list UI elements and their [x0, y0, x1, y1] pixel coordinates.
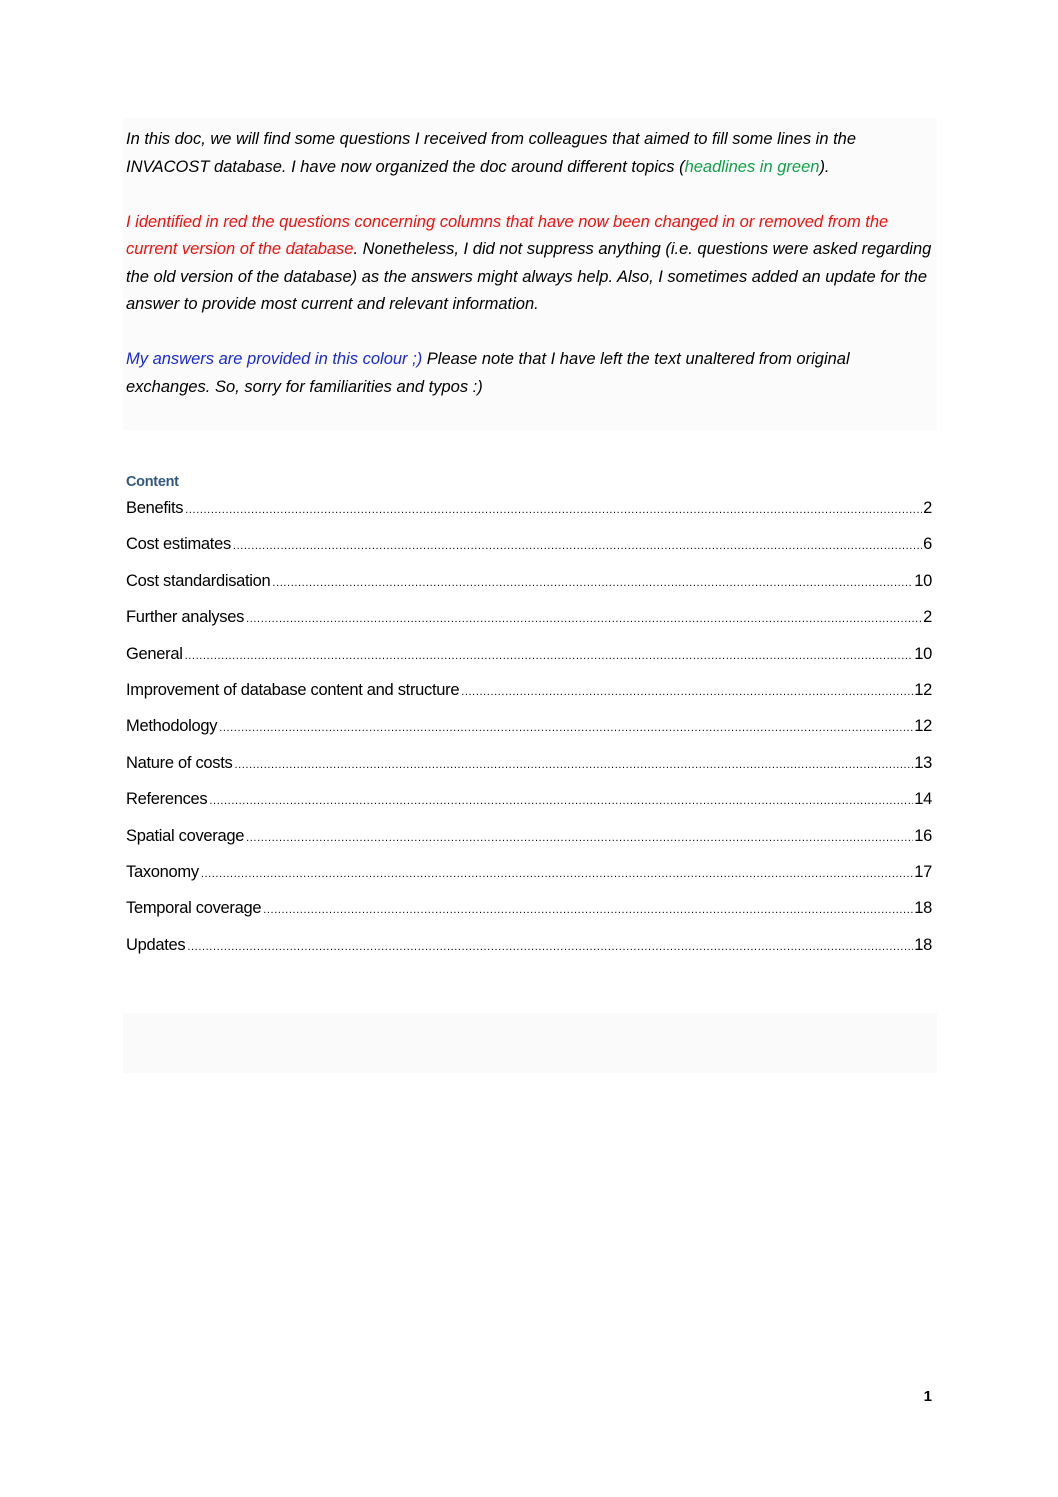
intro-text	[126, 126, 934, 429]
toc-entry-page[interactable]: 14	[914, 790, 932, 809]
toc-entry-label[interactable]: General	[126, 644, 183, 663]
toc-dot-leader	[219, 722, 913, 734]
toc-entry-label[interactable]: Temporal coverage	[126, 899, 262, 918]
toc-entry-page[interactable]: 18	[914, 899, 932, 918]
intro-paragraph-2	[126, 209, 934, 319]
toc-dot-leader	[201, 868, 913, 880]
toc-dot-leader	[272, 577, 913, 589]
toc-entry-label[interactable]: Taxonomy	[126, 862, 199, 881]
toc-entry[interactable]	[126, 790, 932, 826]
toc-entry-page[interactable]: 12	[914, 717, 932, 736]
toc-entry[interactable]	[126, 863, 932, 899]
toc-entry[interactable]	[126, 899, 932, 935]
toc-entry-page[interactable]: 13	[914, 753, 932, 772]
intro-p2-red-text: I identified in red the questions concerning columns that have now been changed in or removed from the current version of the database	[126, 212, 889, 258]
toc-dot-leader	[234, 759, 913, 771]
toc-entry-label[interactable]: References	[126, 790, 208, 809]
toc-entry-label[interactable]: Nature of costs	[126, 753, 233, 772]
toc-dot-leader	[233, 540, 922, 552]
toc-entry-page[interactable]: 10	[914, 644, 932, 663]
toc-entry-label[interactable]: Cost standardisation	[126, 571, 271, 590]
toc-entry[interactable]	[126, 535, 932, 571]
toc-entry[interactable]	[126, 608, 932, 644]
toc-dot-leader	[185, 650, 914, 662]
intro-paragraph-3	[126, 346, 934, 401]
intro-p1-end: ).	[819, 157, 830, 176]
intro-p1-green-text: headlines in green	[684, 157, 820, 176]
toc-entry-label[interactable]: Improvement of database content and structure	[126, 680, 460, 699]
toc-entry[interactable]	[126, 936, 932, 972]
toc-entry-label[interactable]: Spatial coverage	[126, 826, 245, 845]
intro-paragraph-1	[126, 126, 934, 181]
toc-dot-leader	[209, 795, 913, 807]
toc-entry-label[interactable]: Benefits	[126, 499, 184, 517]
toc-heading: Content	[126, 474, 179, 490]
toc-entry-page[interactable]: 2	[923, 608, 932, 627]
toc-dot-leader	[246, 832, 913, 844]
intro-p1-text: In this doc, we will find some questions I received from colleagues that aimed to fill some lines in the INVACOST database. I have now organized the doc around different topics (	[126, 130, 857, 176]
toc-entry-page[interactable]: 16	[914, 826, 932, 845]
table-of-contents	[126, 499, 932, 972]
toc-dot-leader	[461, 686, 913, 698]
toc-entry[interactable]	[126, 572, 932, 608]
toc-dot-leader	[185, 504, 922, 516]
toc-entry-label[interactable]: Methodology	[126, 717, 218, 736]
toc-entry-label[interactable]: Updates	[126, 935, 186, 954]
toc-entry-label[interactable]: Cost estimates	[126, 535, 231, 554]
page-number: 1	[923, 1388, 932, 1405]
toc-entry-page[interactable]: 12	[914, 680, 932, 699]
toc-entry-page[interactable]: 17	[914, 862, 932, 881]
footer-background	[123, 1013, 937, 1073]
toc-entry[interactable]	[126, 681, 932, 717]
toc-dot-leader	[263, 904, 913, 916]
toc-entry-page[interactable]: 18	[914, 935, 932, 954]
toc-entry[interactable]	[126, 645, 932, 681]
intro-p2-text: . Nonetheless, I did not suppress anything (i.e. questions were asked regarding the old version of the database) as the answers might always help. Also, I sometimes added an update for the answer to provide most current and relevant information.	[126, 240, 932, 313]
toc-entry[interactable]	[126, 499, 932, 535]
toc-dot-leader	[246, 613, 922, 625]
toc-entry[interactable]	[126, 717, 932, 753]
toc-entry-page[interactable]: 10	[914, 571, 932, 590]
intro-p3-blue-text: My answers are provided in this colour ;)	[126, 350, 423, 368]
toc-entry-label[interactable]: Further analyses	[126, 608, 245, 627]
toc-entry-page[interactable]: 2	[923, 499, 932, 517]
toc-entry[interactable]	[126, 754, 932, 790]
toc-dot-leader	[187, 941, 913, 953]
toc-entry-page[interactable]: 6	[923, 535, 932, 554]
toc-entry[interactable]	[126, 827, 932, 863]
intro-p3-text: Please note that I have left the text unaltered from original exchanges. So, sorry for familiarities and typos :)	[126, 350, 850, 396]
